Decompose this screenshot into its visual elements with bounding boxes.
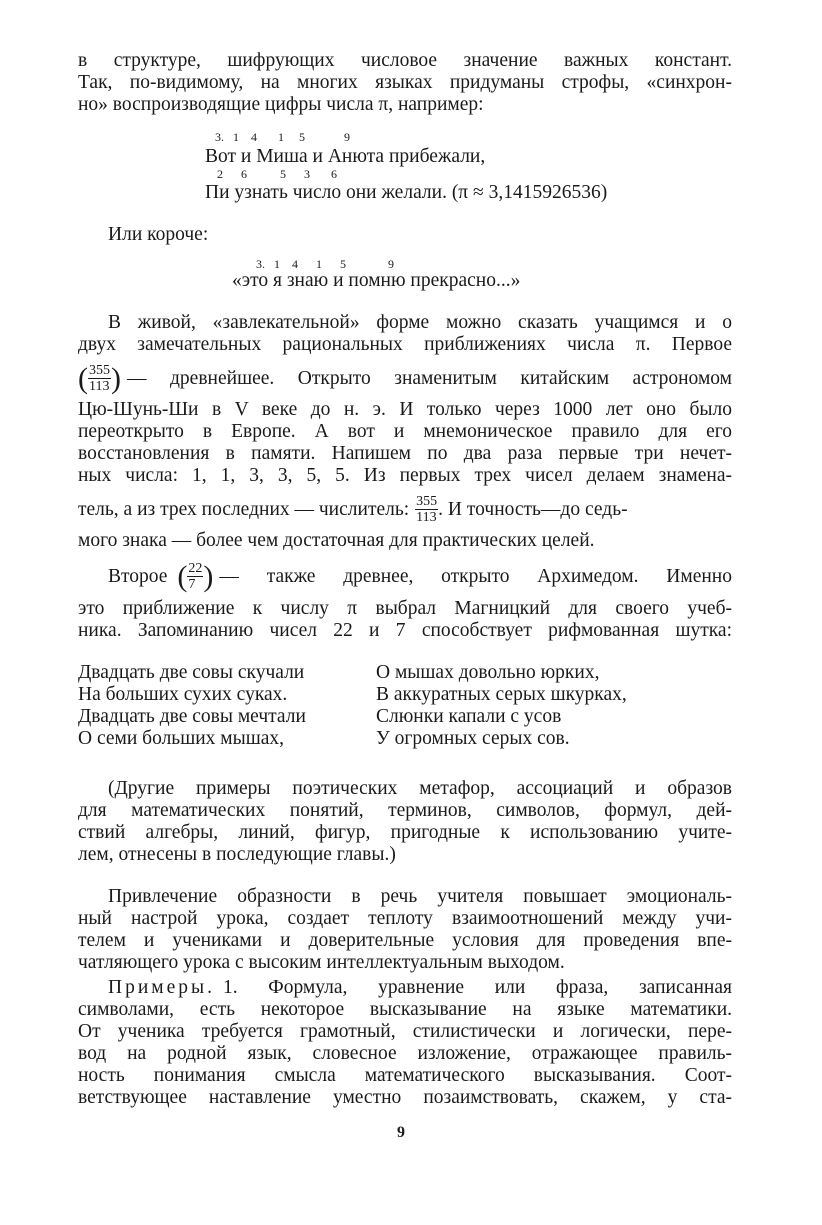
text-line: лем, отнесены в последующие главы.) (78, 844, 396, 865)
poem-line-left: Двадцать две совы скучали (78, 662, 305, 683)
examples-heading: Примеры. (108, 977, 215, 998)
text-line: это приближение к числу π выбрал Магницкий для своего учеб- (78, 598, 732, 619)
denominator: 113 (89, 379, 110, 394)
pi-digits: 2 6 5 3 6 (217, 167, 337, 181)
mnemonic-phrase: «это я знаю и помню прекрасно...» (232, 270, 521, 291)
poem-line-right: О мышах довольно юрких, (376, 662, 600, 683)
text-line-with-fraction (78, 494, 732, 525)
text-fragment: 1. Формула, уравнение или фраза, записанная (223, 977, 732, 998)
text-line: для математических понятий, терминов, символов, формул, дей- (78, 800, 732, 821)
text-fragment: — также древнее, открыто Архимедом. Именно (219, 565, 732, 587)
text-fragment: Второе (108, 565, 168, 587)
text-fragment: — древнейшее. Открыто знаменитым китайским астрономом (127, 367, 732, 389)
denominator: 113 (416, 510, 437, 525)
poem-line-right: У огромных серых сов. (376, 728, 570, 749)
text-line: мого знака — более чем достаточная для практических целей. (78, 530, 595, 551)
pi-digits: 3. 1 4 1 5 9 (215, 130, 350, 144)
text-fragment: тель, а из трех последних — числитель: (78, 498, 410, 520)
left-paren: ( (78, 361, 88, 395)
pi-digits: 3. 1 4 1 5 9 (256, 257, 394, 271)
text-line: ствий алгебры, линий, фигур, пригодные к использованию учите- (78, 822, 732, 843)
text-line: восстановления в памяти. Напишем по два раза первые три нечет- (78, 443, 732, 464)
numerator: 355 (89, 363, 110, 378)
fraction (88, 363, 111, 394)
text-line: ных числа: 1, 1, 3, 3, 5, 5. Из первых трех чисел делаем знамена- (78, 465, 732, 486)
text-line-with-fraction (78, 363, 732, 394)
text-line: В живой, «завлекательной» форме можно сказать учащимся и о (108, 312, 732, 333)
text-line: (Другие примеры поэтических метафор, ассоциаций и образов (108, 778, 732, 799)
section-label: Или короче: (108, 224, 209, 245)
text-line: ный настрой урока, создает теплоту взаимоотношений между учи- (78, 908, 732, 929)
poem-line-left: Двадцать две совы мечтали (78, 706, 306, 727)
text-line: переоткрыто в Европе. А вот и мнемоническое правило для его (78, 421, 732, 442)
text-line-with-fraction (108, 561, 732, 592)
left-paren: ( (177, 559, 188, 593)
poem-line-left: На больших сухих суках. (78, 684, 288, 705)
text-line: символами, есть некоторое высказывание на языке математики. (78, 999, 732, 1020)
text-line: двух замечательных рациональных приближениях числа π. Первое (78, 334, 732, 355)
poem-line: Пи узнать число они желали. (π ≈ 3,1415926536) (205, 182, 608, 203)
text-line: в структуре, шифрующих числовое значение важных констант. (78, 50, 732, 71)
text-line: ника. Запоминанию чисел 22 и 7 способствует рифмованная шутка: (78, 620, 732, 641)
page-number: 9 (397, 1124, 405, 1141)
fraction (187, 561, 203, 592)
text-line: телем и учениками и доверительные условия для проведения впе- (78, 930, 732, 951)
text-line: чатляющего урока с высоким интеллектуальным выходом. (78, 952, 565, 973)
text-line: но» воспроизводящие цифры числа π, например: (78, 94, 484, 115)
text-line: От ученика требуется грамотный, стилистически и логически, пере- (78, 1021, 732, 1042)
poem-line-left: О семи больших мышах, (78, 728, 285, 749)
text-line: Привлечение образности в речь учителя повышает эмоциональ- (108, 886, 732, 907)
text-line: Так, по-видимому, на многих языках придуманы строфы, «синхрон- (78, 72, 732, 93)
text-line: ветствующее наставление уместно позаимствовать, скажем, у ста- (78, 1087, 732, 1108)
text-fragment: . И точность—до седь- (438, 498, 628, 520)
right-paren: ) (203, 559, 214, 593)
text-line: ность понимания смысла математического высказывания. Соот- (78, 1065, 732, 1086)
text-line: Цю-Шунь-Ши в V веке до н. э. И только через 1000 лет оно было (78, 399, 732, 420)
fraction-22-7 (177, 561, 213, 592)
numerator: 22 (188, 561, 203, 576)
text-line: вод на родной язык, словесное изложение, отражающее правиль- (78, 1043, 732, 1064)
fraction-355-113 (78, 363, 121, 394)
denominator: 7 (188, 577, 196, 592)
text-line (108, 977, 732, 999)
poem-line-right: Слюнки капали с усов (376, 706, 562, 727)
right-paren: ) (111, 361, 121, 395)
fraction-355-113-inline (415, 494, 438, 525)
poem-line-right: В аккуратных серых шкурках, (376, 684, 627, 705)
poem-line: Вот и Миша и Анюта прибежали, (205, 146, 486, 167)
numerator: 355 (416, 494, 438, 509)
